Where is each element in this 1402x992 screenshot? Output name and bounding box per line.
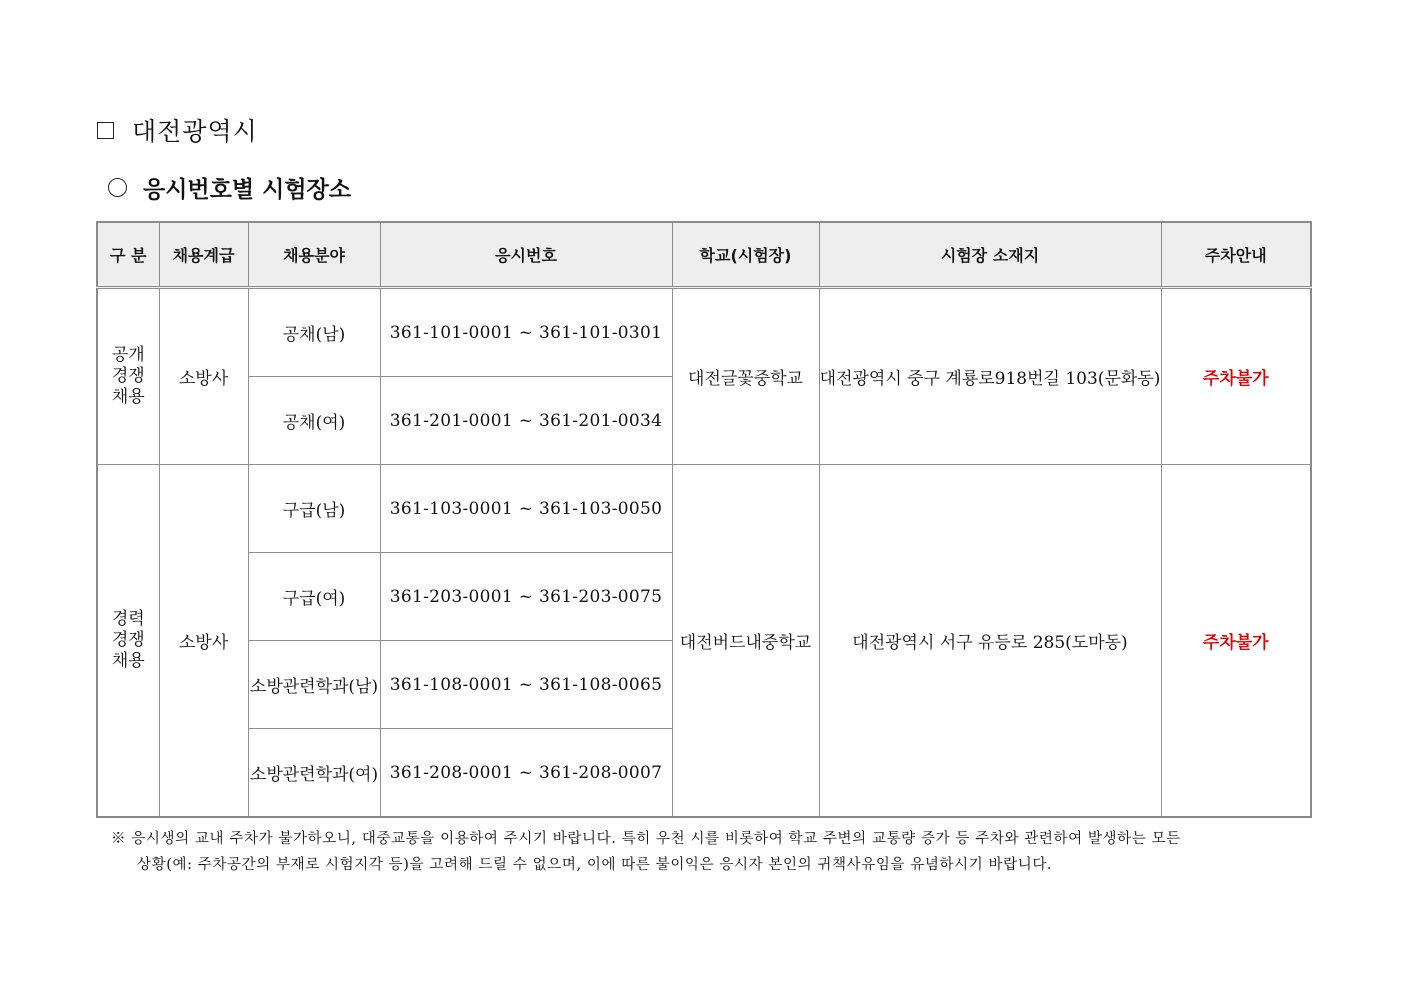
- field-cell: 구급(남): [248, 465, 380, 553]
- exam-range-cell: 361-208-0001 ~ 361-208-0007: [380, 729, 672, 818]
- school-cell: 대전버드내중학교: [672, 465, 819, 818]
- grade-cell: 소방사: [159, 465, 248, 818]
- header-exam-number: 응시번호: [380, 222, 672, 288]
- checkbox-square-icon: [97, 122, 114, 139]
- field-cell: 소방관련학과(여): [248, 729, 380, 818]
- exam-range-cell: 361-201-0001 ~ 361-201-0034: [380, 377, 672, 465]
- region-heading: [97, 112, 258, 148]
- category-cell: 공개 경쟁 채용: [97, 288, 159, 465]
- exam-range-cell: 361-108-0001 ~ 361-108-0065: [380, 641, 672, 729]
- exam-range-cell: 361-203-0001 ~ 361-203-0075: [380, 553, 672, 641]
- address-cell: 대전광역시 서구 유등로 285(도마동): [819, 465, 1161, 818]
- parking-notice: [111, 826, 1311, 878]
- header-address: 시험장 소재지: [819, 222, 1161, 288]
- section-title: 응시번호별 시험장소: [143, 176, 351, 203]
- circle-bullet-icon: [108, 178, 127, 197]
- notice-line-1: ※ 응시생의 교내 주차가 불가하오니, 대중교통을 이용하여 주시기 바랍니다. 특히 우천 시를 비롯하여 학교 주변의 교통량 증가 등 주차와 관련하여 발생하는 모든: [111, 831, 1181, 847]
- region-title: 대전광역시: [132, 117, 258, 146]
- table-row: [97, 465, 1311, 553]
- address-cell: 대전광역시 중구 계룡로918번길 103(문화동): [819, 288, 1161, 465]
- header-category: 구 분: [97, 222, 159, 288]
- section-heading: [108, 170, 351, 204]
- field-cell: 소방관련학과(남): [248, 641, 380, 729]
- header-grade: 채용계급: [159, 222, 248, 288]
- header-parking: 주차안내: [1161, 222, 1311, 288]
- notice-line-2: 상황(예: 주차공간의 부재로 시험지각 등)을 고려해 드릴 수 없으며, 이에 따른 불이익은 응시자 본인의 귀책사유임을 유념하시기 바랍니다.: [137, 857, 1053, 873]
- table-row: [97, 288, 1311, 377]
- exam-location-table: [96, 221, 1312, 818]
- category-cell: 경력 경쟁 채용: [97, 465, 159, 818]
- header-field: 채용분야: [248, 222, 380, 288]
- field-cell: 구급(여): [248, 553, 380, 641]
- parking-cell: 주차불가: [1161, 465, 1311, 818]
- field-cell: 공채(남): [248, 288, 380, 377]
- exam-range-cell: 361-103-0001 ~ 361-103-0050: [380, 465, 672, 553]
- school-cell: 대전글꽃중학교: [672, 288, 819, 465]
- header-school: 학교(시험장): [672, 222, 819, 288]
- exam-range-cell: 361-101-0001 ~ 361-101-0301: [380, 288, 672, 377]
- grade-cell: 소방사: [159, 288, 248, 465]
- field-cell: 공채(여): [248, 377, 380, 465]
- parking-cell: 주차불가: [1161, 288, 1311, 465]
- table-header-row: [97, 222, 1311, 288]
